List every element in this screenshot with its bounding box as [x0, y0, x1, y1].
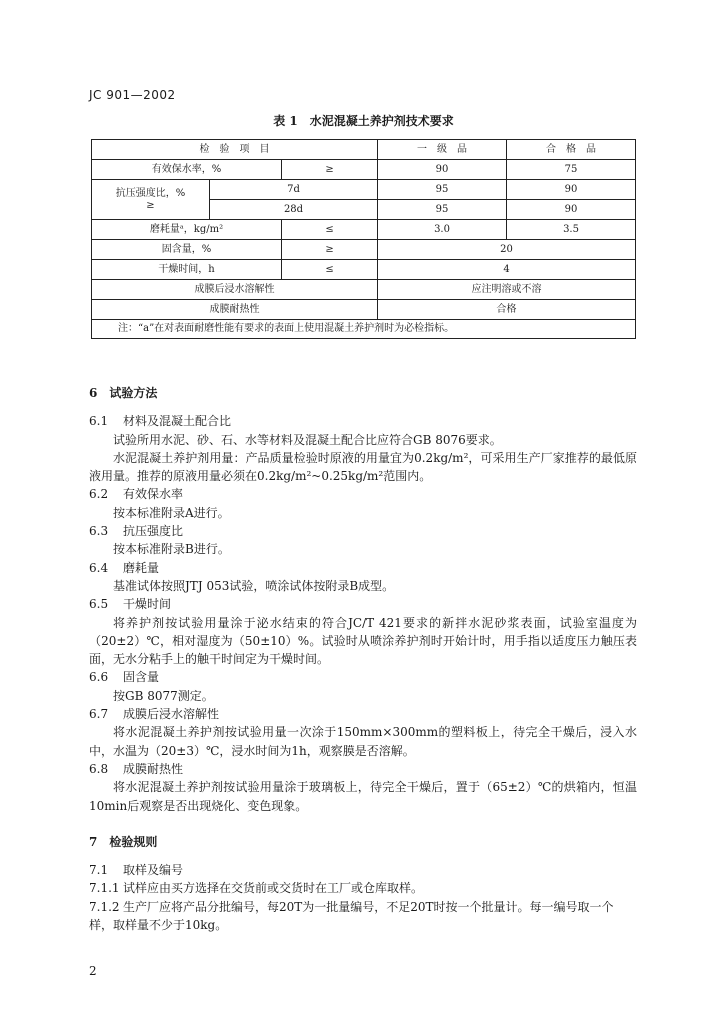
table-row: [92, 180, 636, 200]
subsection-number: 6.5: [89, 597, 109, 612]
paragraph: 将水泥混凝土养护剂按试验用量一次涂于150mm×300mm的塑料板上，待完全干燥后，浸入水中，水温为（20±3）℃，浸水时间为1h，观察膜是否溶解。: [89, 725, 637, 758]
row-value-grade2: 90: [507, 180, 636, 200]
subsection-text: 成膜后浸水溶解性: [123, 707, 220, 722]
spec-table: [91, 139, 636, 339]
row-operator: ≥: [282, 240, 378, 260]
page-number: 2: [89, 964, 97, 978]
subsection-heading: [89, 668, 637, 686]
table-row: [92, 160, 636, 180]
table-row: [92, 220, 636, 240]
row-label: 干燥时间，h: [92, 260, 282, 280]
subsection-text: 干燥时间: [123, 597, 172, 612]
subsection-heading: [89, 485, 637, 503]
paragraph: 将水泥混凝土养护剂按试验用量涂于玻璃板上，待完全干燥后，置于（65±2）℃的烘箱内，恒温10min后观察是否出现烧化、变色现象。: [89, 780, 637, 813]
subsection-number: 6.1: [89, 414, 109, 429]
subsection-heading: [89, 522, 637, 540]
subsection-heading: [89, 898, 637, 935]
row-label: 固含量，%: [92, 240, 282, 260]
subsection-text: 有效保水率: [123, 487, 184, 502]
subsection-number: 6.4: [89, 560, 109, 575]
table-header-row: [92, 140, 636, 160]
header-item: 检 验 项 目: [92, 140, 378, 160]
header-grade1: 一 级 品: [378, 140, 507, 160]
row-operator: ≤: [282, 220, 378, 240]
table-row: [92, 280, 636, 300]
row-value-grade1: 3.0: [378, 220, 507, 240]
row-value: 合格: [378, 300, 636, 320]
subsection-number: 6.2: [89, 487, 109, 502]
body-text: [89, 380, 637, 934]
subsection-heading: [89, 412, 637, 430]
subsection-number: 6.3: [89, 524, 109, 539]
subsection-heading: [89, 861, 637, 879]
table-caption: 表 1 水泥混凝土养护剂技术要求: [273, 114, 454, 128]
table-note: 注：“a”在对表面耐磨性能有要求的表面上使用混凝土养护剂时为必检指标。: [92, 320, 636, 339]
row-label: 抗压强度比，%: [92, 180, 210, 200]
row-age: 28d: [210, 200, 378, 220]
subsection-text: 取样及编号: [123, 863, 184, 878]
subsection-text: 成膜耐热性: [123, 761, 184, 776]
row-label: 成膜后浸水溶解性: [92, 280, 378, 300]
row-value: 20: [378, 240, 636, 260]
row-value-grade2: 75: [507, 160, 636, 180]
subsection-heading: [89, 879, 637, 897]
subsection-text: 磨耗量: [123, 560, 160, 575]
row-label: 磨耗量ᵃ，kg/m²: [92, 220, 282, 240]
subsection-number: 6.8: [89, 761, 109, 776]
row-operator: ≥: [92, 200, 210, 220]
paragraph: 试验所用水泥、砂、石、水等材料及混凝土配合比应符合GB 8076要求。: [113, 432, 502, 447]
paragraph: 按本标准附录B进行。: [113, 542, 230, 557]
subsection-heading: [89, 705, 637, 723]
table-row: [92, 300, 636, 320]
paragraph: 按GB 8077测定。: [113, 688, 214, 703]
subsection-number: 6.7: [89, 707, 109, 722]
table-note-row: [92, 320, 636, 339]
row-operator: ≤: [282, 260, 378, 280]
subsection-text: 固含量: [123, 670, 160, 685]
row-label: 有效保水率，%: [92, 160, 282, 180]
subsection-number: 7.1.2: [89, 899, 120, 914]
subsection-text: 材料及混凝土配合比: [123, 414, 232, 429]
row-value-grade2: 3.5: [507, 220, 636, 240]
header-grade2: 合 格 品: [507, 140, 636, 160]
row-value: 应注明溶或不溶: [378, 280, 636, 300]
section-heading: 7 检验规则: [89, 834, 158, 849]
row-value-grade1: 95: [378, 200, 507, 220]
section-heading: 6 试验方法: [89, 386, 158, 400]
paragraph: 基准试体按照JTJ 053试验，喷涂试体按附录B成型。: [113, 578, 395, 593]
subsection-number: 7.1: [89, 863, 109, 878]
table-row: [92, 200, 636, 220]
standard-number: JC 901—2002: [89, 88, 176, 102]
subsection-text: 生产厂应将产品分批编号，每20T为一批量编号，不足20T时按一个批量计。每一编号取一个样，取样量不少于10kg。: [89, 899, 614, 933]
paragraph: 水泥混凝土养护剂用量：产品质量检验时原液的用量宜为0.2kg/m²，可采用生产厂家推荐的最低原液用量。推荐的原液用量必须在0.2kg/m²~0.25kg/m²范围内。: [89, 450, 637, 484]
subsection-number: 6.6: [89, 670, 109, 685]
row-label: 成膜耐热性: [92, 300, 378, 320]
subsection-number: 7.1.1: [89, 881, 120, 896]
row-value-grade2: 90: [507, 200, 636, 220]
paragraph: 按本标准附录A进行。: [113, 505, 230, 520]
subsection-heading: [89, 559, 637, 577]
subsection-heading: [89, 760, 637, 778]
subsection-text: 抗压强度比: [123, 524, 184, 539]
row-age: 7d: [210, 180, 378, 200]
table-row: [92, 240, 636, 260]
row-operator: ≥: [282, 160, 378, 180]
row-value-grade1: 95: [378, 180, 507, 200]
row-value-grade1: 90: [378, 160, 507, 180]
row-value: 4: [378, 260, 636, 280]
subsection-text: 试样应由买方选择在交货前或交货时在工厂或仓库取样。: [123, 881, 424, 896]
table-row: [92, 260, 636, 280]
paragraph: 将养护剂按试验用量涂于泌水结束的符合JC/T 421要求的新拌水泥砂浆表面，试验室温度为（20±2）℃，相对湿度为（50±10）%。试验时从喷涂养护剂时开始计时，用手指以适度压力触压表面，无水分粘手上的触干时间定为干燥时间。: [89, 615, 637, 667]
subsection-heading: [89, 595, 637, 613]
